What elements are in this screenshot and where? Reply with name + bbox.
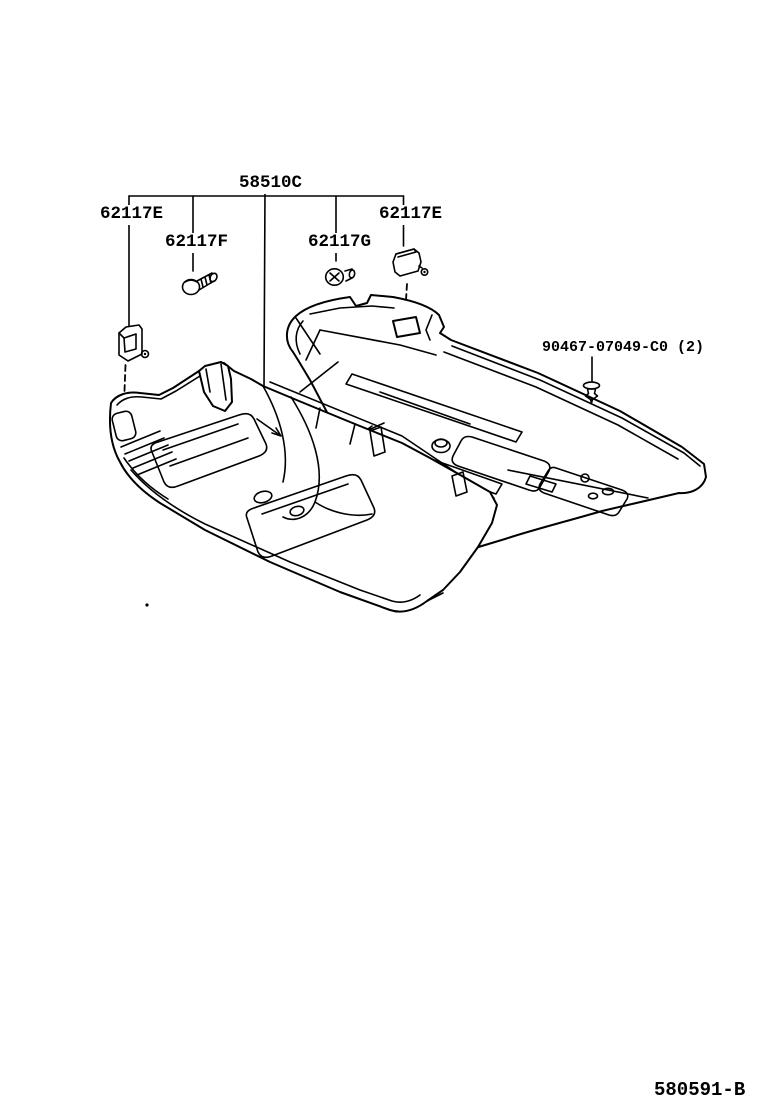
part-label-screw-a[interactable]: 62117F <box>165 232 229 252</box>
part-label-clip-left[interactable]: 62117E <box>100 204 164 224</box>
part-label-push-pin[interactable]: 90467-07049-C0 (2) <box>542 339 705 356</box>
screw-62117g-drawing <box>326 269 356 285</box>
clip-right-drawing <box>393 249 428 276</box>
part-label-clip-right[interactable]: 62117E <box>379 204 443 224</box>
part-label-carpet-assembly[interactable]: 58510C <box>239 173 303 193</box>
clip-left-drawing <box>119 325 149 361</box>
screw-62117f-drawing <box>183 272 219 294</box>
figure-number: 580591-B <box>654 1079 746 1101</box>
part-label-screw-b[interactable]: 62117G <box>308 232 372 252</box>
print-dot <box>145 603 148 606</box>
